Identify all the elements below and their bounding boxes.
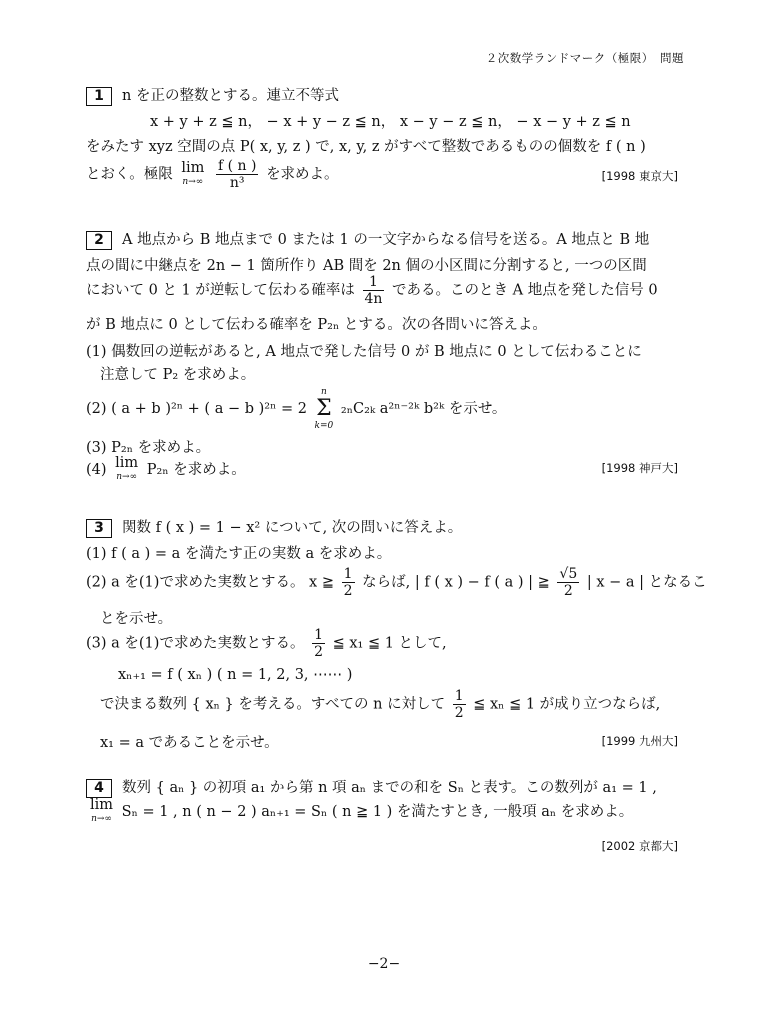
problem-number-1: 1 [86,87,112,106]
fraction-one-half [312,627,325,660]
problem-2-q2-rhs: ₂ₙC₂ₖ a²ⁿ⁻²ᵏ b²ᵏ を示せ。 [340,401,507,417]
problem-3-q2 [86,566,707,599]
lim-subscript: n→∞ [182,176,204,187]
problem-2-text-3b: である。このとき A 地点を発した信号 0 [392,282,658,299]
problem-number-2: 2 [86,231,112,250]
problem-2-q1-line-1: (1) 偶数回の逆転があると, A 地点で発した信号 0 が B 地点に 0 として伝わることに [86,344,642,360]
problem-3-q1: (1) f ( a ) = a を満たす正の実数 a を求めよ。 [86,546,392,562]
fraction-denominator: 2 [563,583,573,599]
fraction-numerator: 1 [314,627,323,643]
problem-2-q4 [86,456,246,484]
problem-3-q3-text-b: ≦ x₁ ≦ 1 として, [332,635,447,652]
problem-1-text-1: n を正の整数とする。連立不等式 [122,88,339,104]
problem-3-q3-text-c: で決まる数列 { xₙ } を考える。すべての n に対して [100,696,446,713]
problem-4-line-1 [86,776,657,798]
fraction-denominator: 2 [454,705,464,721]
problem-1-line-3: をみたす xyz 空間の点 P( x, y, z ) で, x, y, z がすべて整数であるものの個数を f ( n ) [86,139,646,155]
limit-expression [181,161,204,189]
problem-3-q2-text-a: (2) a を(1)で求めた実数とする。 x ≧ [86,574,334,591]
problem-1-text-4a: とおく。極限 [86,166,173,183]
fraction-numerator: f ( n ) [217,158,257,174]
problem-2-line-4: が B 地点に 0 として伝わる確率を P₂ₙ とする。次の各問いに答えよ。 [86,317,547,333]
fraction-numerator: 1 [363,274,385,291]
page-number: −2− [367,956,401,972]
lim-word: lim [115,455,139,471]
problem-2-text-1: A 地点から B 地点まで 0 または 1 の一文字からなる信号を送る。A 地点と B 地 [122,232,650,248]
summation [315,386,334,432]
fraction-numerator: 1 [454,688,464,704]
problem-number-4: 4 [86,779,112,798]
page-header: ２次数学ランドマーク（極限） 問題 [485,51,684,65]
problem-1-line-1 [86,84,339,106]
lim-subscript: n→∞ [116,472,138,482]
problem-3-q3-text-d: ≦ xₙ ≦ 1 が成り立つならば, [473,696,661,713]
problem-3-q2-text-c: | x − a | となるこ [586,574,707,591]
problem-1-source: [1998 東京大] [601,169,678,183]
problem-1-inequalities: x + y + z ≦ n， − x + y − z ≦ n， x − y − z ≦ n， − x − y + z ≦ n [150,114,631,130]
limit-expression [115,456,138,484]
problem-2-source: [1998 神戸大] [601,461,678,475]
problem-2-q2-lhs: (2) ( a + b )²ⁿ + ( a − b )²ⁿ = 2 [86,401,307,417]
fraction-denominator: n³ [229,175,245,191]
lim-subscript: n→∞ [91,814,112,824]
problem-2-q3: (3) P₂ₙ を求めよ。 [86,440,211,456]
problem-3-q3-line-3 [100,688,660,721]
sigma-symbol: Σ [316,396,332,421]
fraction-sqrt5-over-2 [557,566,579,599]
problem-3-q2-line-2: とを示せ。 [100,611,173,627]
problem-3-recurrence: xₙ₊₁ = f ( xₙ ) ( n = 1, 2, 3, ⋯⋯ ) [118,667,353,683]
limit-expression [90,798,113,826]
problem-2-line-3 [86,274,658,307]
problem-number-3: 3 [86,519,112,538]
fraction-one-half [453,688,466,721]
fraction-denominator: 4n [364,291,383,307]
sum-upper: n [321,387,327,397]
fraction-denominator: 2 [343,583,353,599]
fraction-numerator: √5 [559,566,578,582]
problem-2-q2 [86,386,506,432]
problem-3-source: [1999 九州大] [601,734,678,748]
problem-4-text-1: 数列 { aₙ } の初項 a₁ から第 n 項 aₙ までの和を Sₙ と表す。この数列が a₁ = 1 , [122,780,657,796]
problem-1-text-4b: を求めよ。 [266,166,339,183]
lim-word: lim [90,797,114,813]
problem-3-q3-text-a: (3) a を(1)で求めた実数とする。 [86,635,305,652]
problem-3-line-1 [86,516,462,538]
problem-2-q4-text: P₂ₙ を求めよ。 [146,462,246,478]
problem-4-line-2 [86,798,633,826]
fraction-denominator: 2 [314,644,323,660]
problem-1-line-4 [86,158,339,191]
problem-3-q3 [86,627,447,660]
problem-4-source: [2002 京都大] [601,839,678,853]
fraction-1-over-4n [363,274,385,307]
problem-3-q3-line-4: x₁ = a であることを示せ。 [100,735,279,751]
fraction-fn-over-n3 [216,158,258,191]
problem-2-line-1 [86,228,649,250]
problem-2-q1-line-2: 注意して P₂ を求めよ。 [100,367,256,383]
sum-lower: k=0 [314,421,334,431]
problem-4-text-2: Sₙ = 1 , n ( n − 2 ) aₙ₊₁ = Sₙ ( n ≧ 1 ) を満たすとき, 一般項 aₙ を求めよ。 [121,804,634,820]
problem-2-text-3a: において 0 と 1 が逆転して伝わる確率は [86,282,355,299]
problem-3-text-1: 関数 f ( x ) = 1 − x² について, 次の問いに答えよ。 [122,520,463,536]
problem-2-line-2: 点の間に中継点を 2n − 1 箇所作り AB 間を 2n 個の小区間に分割すると, 一つの区間 [86,258,647,274]
fraction-numerator: 1 [343,566,353,582]
lim-word: lim [181,159,205,176]
problem-2-q4-label: (4) [86,462,107,478]
fraction-one-half [342,566,355,599]
problem-3-q2-text-b: ならば, | f ( x ) − f ( a ) | ≧ [362,574,550,591]
